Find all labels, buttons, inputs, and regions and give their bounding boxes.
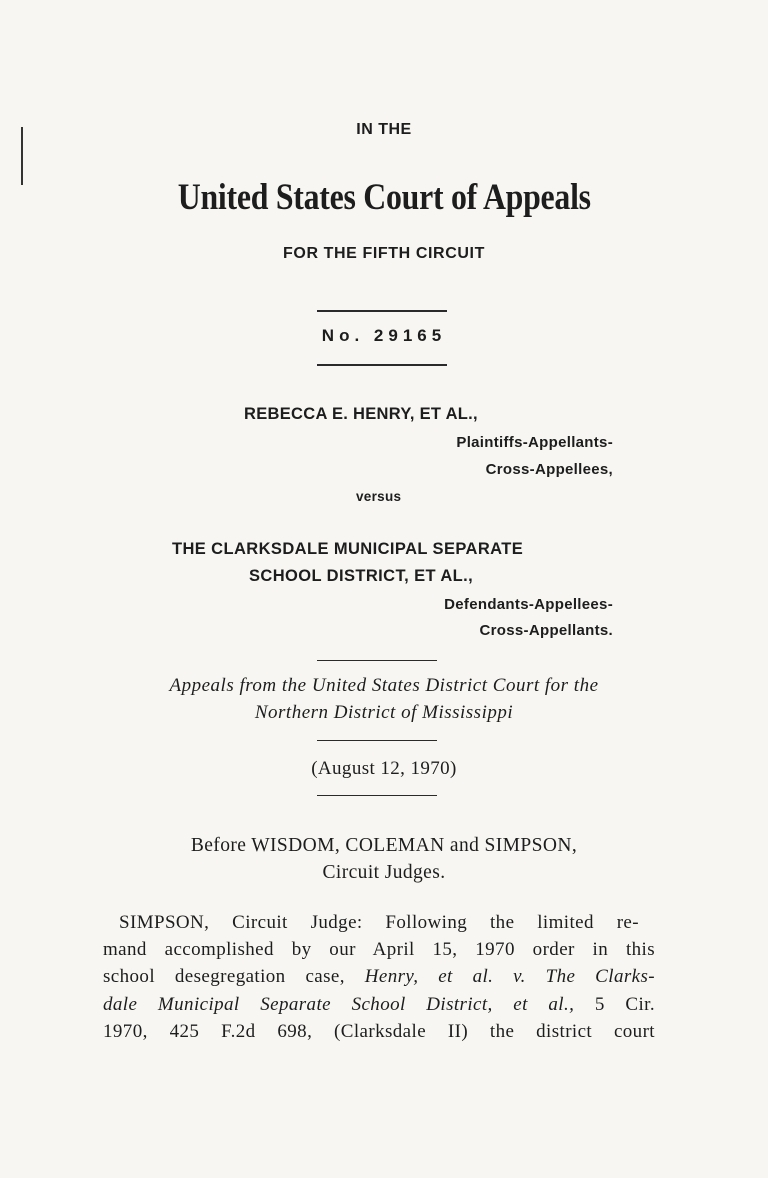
court-title: United States Court of Appeals: [177, 177, 591, 218]
opinion-line-1: [103, 912, 639, 934]
opinion-text-4b: 5 Cir.: [594, 994, 655, 1015]
rule-bottom: [317, 364, 447, 366]
opinion-text-1: SIMPSON, Circuit Judge: Following the limited re-: [119, 912, 639, 933]
panel-line-1: Before WISDOM, COLEMAN and SIMPSON,: [190, 835, 578, 856]
rule-top: [317, 310, 447, 312]
plaintiffs-name: REBECCA E. HENRY, ET AL.,: [244, 405, 478, 423]
opinion-text-3a: school desegregation case,: [103, 966, 345, 987]
opinion-line-5: [103, 1021, 655, 1043]
case-citation-2: dale Municipal Separate School District, et al.,: [103, 994, 575, 1015]
opinion-text-2: mand accomplished by our April 15, 1970 order in this: [103, 939, 655, 960]
appeal-line-1: Appeals from the United States District Court for the: [169, 675, 599, 696]
rule-date-top: [317, 740, 437, 741]
plaintiffs-role-2: Cross-Appellees,: [485, 461, 613, 478]
plaintiffs-role-1: Plaintiffs-Appellants-: [456, 434, 613, 451]
opinion-line-2: [103, 939, 655, 961]
opinion-text-5: 1970, 425 F.2d 698, (Clarksdale II) the district court: [103, 1021, 655, 1042]
defendants-name-2: SCHOOL DISTRICT, ET AL.,: [249, 567, 474, 585]
rule-appeal-top: [317, 660, 437, 661]
decision-date: (August 12, 1970): [311, 758, 457, 779]
in-the-label: IN THE: [356, 121, 412, 138]
panel-line-2: Circuit Judges.: [322, 862, 446, 883]
opinion-line-3: [103, 966, 655, 988]
case-citation-1: Henry, et al. v. The Clarks-: [364, 966, 655, 987]
defendants-name-1: THE CLARKSDALE MUNICIPAL SEPARATE: [172, 540, 524, 558]
circuit-label: FOR THE FIFTH CIRCUIT: [283, 245, 485, 262]
opinion-line-4: [103, 994, 655, 1016]
versus-label: versus: [356, 489, 402, 504]
defendants-role-2: Cross-Appellants.: [479, 622, 613, 639]
appeal-line-2: Northern District of Mississippi: [254, 702, 514, 723]
defendants-role-1: Defendants-Appellees-: [444, 596, 613, 613]
case-number: No. 29165: [321, 326, 447, 345]
rule-date-bottom: [317, 795, 437, 796]
